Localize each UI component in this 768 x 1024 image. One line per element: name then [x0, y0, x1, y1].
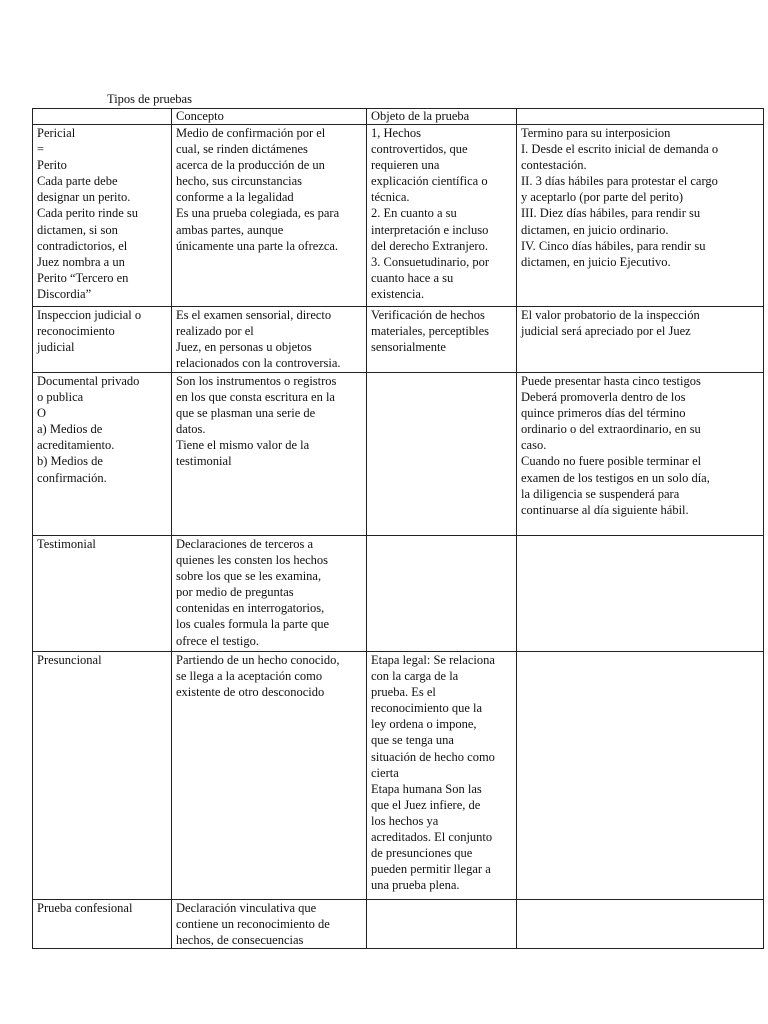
cell-text-line: = — [37, 142, 45, 157]
cell-text-line: Inspeccion judicial o — [37, 308, 142, 322]
header-cell — [33, 109, 172, 125]
cell-text-line: cuanto hace a su — [371, 270, 454, 285]
cell-text-line: cierta — [371, 765, 399, 780]
table-cell — [367, 536, 517, 652]
cell-text-line: datos. — [176, 422, 206, 437]
cell-text-line: O — [37, 406, 47, 421]
header-cell — [517, 109, 764, 125]
cell-text-line: IV. Cinco días hábiles, para rendir su — [521, 238, 706, 253]
cell-text-line: los hechos ya — [371, 813, 439, 828]
cell-text-line: Es una prueba colegiada, es para — [176, 206, 340, 221]
cell-text-line: a) Medios de — [37, 422, 103, 437]
cell-text-line: Partiendo de un hecho conocido, — [176, 653, 340, 667]
cell-text-line: ordinario o del extraordinario, en su — [521, 422, 701, 437]
cell-text-line: conforme a la legalidad — [176, 190, 294, 205]
table-cell — [33, 536, 172, 652]
cell-text-line: Declaración vinculativa que — [176, 901, 317, 915]
evidence-types-table — [32, 108, 764, 949]
cell-text-line: ley ordena o impone, — [371, 717, 477, 732]
table-cell — [172, 307, 367, 373]
table-cell — [367, 307, 517, 373]
cell-text-line: Son los instrumentos o registros — [176, 374, 337, 388]
cell-text-line: quienes les consten los hechos — [176, 553, 329, 568]
cell-text-line: ambas partes, aunque — [176, 222, 284, 237]
cell-text-line: examen de los testigos en un solo día, — [521, 470, 710, 485]
cell-text-line: con la carga de la — [371, 669, 459, 684]
cell-text-line: III. Diez días hábiles, para rendir su — [521, 206, 701, 221]
table-cell — [517, 373, 764, 536]
cell-text-line: contradictorios, el — [37, 238, 128, 253]
cell-text-line: Etapa humana Son las — [371, 781, 482, 796]
cell-text-line: sobre los que se les examina, — [176, 569, 322, 584]
cell-text-line: quince primeros días del término — [521, 406, 686, 421]
cell-text-line: existente de otro desconocido — [176, 685, 325, 700]
cell-text-line: Termino para su interposicion — [521, 126, 671, 140]
cell-text-line: Declaraciones de terceros a — [176, 537, 314, 551]
table-row — [33, 125, 764, 307]
table-row — [33, 652, 764, 900]
cell-text-line: Documental privado — [37, 374, 140, 388]
table-cell — [517, 536, 764, 652]
table-cell — [33, 373, 172, 536]
cell-text-line: II. 3 días hábiles para protestar el cargo — [521, 174, 718, 189]
cell-text-line: 1, Hechos — [371, 126, 421, 140]
cell-text-line: dictamen, si son — [37, 222, 118, 237]
cell-text-line: del derecho Extranjero. — [371, 238, 488, 253]
cell-text-line: acreditamiento. — [37, 438, 115, 453]
cell-text-line: únicamente una parte la ofrezca. — [176, 238, 339, 253]
cell-text-line: contiene un reconocimiento de — [176, 917, 330, 932]
cell-text-line: continuarse al día siguiente hábil. — [521, 502, 689, 517]
page-title: Tipos de pruebas — [107, 92, 192, 106]
cell-text-line: Deberá promoverla dentro de los — [521, 390, 686, 405]
table-cell — [517, 652, 764, 900]
cell-text-line: hechos, de consecuencias — [176, 933, 304, 948]
cell-text-line: testimonial — [176, 454, 232, 469]
cell-text-line: designar un perito. — [37, 190, 131, 205]
cell-text-line: que se tenga una — [371, 733, 454, 748]
table-row — [33, 373, 764, 536]
cell-text-line: dictamen, en juicio ordinario. — [521, 222, 669, 237]
cell-text-line: Cada perito rinde su — [37, 206, 139, 221]
cell-text-line: Cuando no fuere posible terminar el — [521, 454, 702, 469]
cell-text-line: Juez, en personas u objetos — [176, 340, 312, 355]
header-cell: Concepto — [172, 109, 367, 125]
cell-text-line: Presuncional — [37, 653, 102, 667]
cell-text-line: se llega a la aceptación como — [176, 669, 323, 684]
cell-text-line: Tiene el mismo valor de la — [176, 438, 310, 453]
cell-text-line: I. Desde el escrito inicial de demanda o — [521, 142, 719, 157]
table-cell — [367, 373, 517, 536]
table-cell — [172, 373, 367, 536]
table-cell — [33, 900, 172, 949]
cell-text-line: que se plasman una serie de — [176, 406, 316, 421]
cell-text-line: la diligencia se suspenderá para — [521, 486, 680, 501]
cell-text-line: una prueba plena. — [371, 878, 460, 893]
cell-text-line: en los que consta escritura en la — [176, 390, 335, 405]
cell-text-line: Pericial — [37, 126, 76, 140]
cell-text-line: explicación científica o — [371, 174, 488, 189]
table-cell — [517, 307, 764, 373]
cell-text-line: existencia. — [371, 286, 425, 301]
cell-text-line: 2. En cuanto a su — [371, 206, 457, 221]
cell-text-line: El valor probatorio de la inspección — [521, 308, 700, 322]
cell-text-line: Perito — [37, 158, 67, 173]
cell-text-line: confirmación. — [37, 470, 107, 485]
table-cell — [367, 652, 517, 900]
table-cell — [172, 652, 367, 900]
cell-text-line: sensorialmente — [371, 340, 446, 355]
cell-text-line: contestación. — [521, 158, 587, 173]
table-cell — [33, 652, 172, 900]
header-row — [33, 109, 764, 125]
cell-text-line: por medio de preguntas — [176, 585, 294, 600]
cell-text-line: Medio de confirmación por el — [176, 126, 326, 140]
table-row — [33, 536, 764, 652]
cell-text-line: acreditados. El conjunto — [371, 830, 493, 845]
table-cell — [172, 900, 367, 949]
table-cell — [172, 125, 367, 307]
cell-text-line: Perito “Tercero en — [37, 270, 129, 285]
cell-text-line: contenidas en interrogatorios, — [176, 601, 325, 616]
table-cell — [33, 307, 172, 373]
table-cell — [33, 125, 172, 307]
cell-text-line: controvertidos, que — [371, 142, 468, 157]
table-cell — [517, 125, 764, 307]
cell-text-line: de presunciones que — [371, 846, 473, 861]
cell-text-line: judicial será apreciado por el Juez — [521, 324, 691, 339]
cell-text-line: Verificación de hechos — [371, 308, 485, 322]
cell-text-line: prueba. Es el — [371, 685, 436, 700]
cell-text-line: reconocimiento — [37, 324, 115, 339]
cell-text-line: ofrece el testigo. — [176, 633, 259, 648]
table-cell — [367, 900, 517, 949]
cell-text-line: Cada parte debe — [37, 174, 118, 189]
cell-text-line: Etapa legal: Se relaciona — [371, 653, 495, 667]
cell-text-line: relacionados con la controversia. — [176, 356, 341, 371]
table-cell — [517, 900, 764, 949]
cell-text-line: reconocimiento que la — [371, 701, 483, 716]
cell-text-line: técnica. — [371, 190, 410, 205]
cell-text-line: acerca de la producción de un — [176, 158, 325, 173]
cell-text-line: cual, se rinden dictámenes — [176, 142, 308, 157]
cell-text-line: y aceptarlo (por parte del perito) — [521, 190, 684, 205]
cell-text-line: Testimonial — [37, 537, 96, 551]
cell-text-line: pueden permitir llegar a — [371, 862, 491, 877]
cell-text-line: los cuales formula la parte que — [176, 617, 330, 632]
cell-text-line: o publica — [37, 390, 84, 405]
cell-text-line: Es el examen sensorial, directo — [176, 308, 332, 322]
table-cell — [367, 125, 517, 307]
cell-text-line: caso. — [521, 438, 547, 453]
cell-text-line: requieren una — [371, 158, 440, 173]
cell-text-line: Discordia” — [37, 286, 92, 301]
cell-text-line: Prueba confesional — [37, 901, 133, 915]
cell-text-line: situación de hecho como — [371, 749, 495, 764]
table-row — [33, 307, 764, 373]
cell-text-line: que el Juez infiere, de — [371, 797, 481, 812]
header-cell: Objeto de la prueba — [367, 109, 517, 125]
cell-text-line: realizado por el — [176, 324, 254, 339]
table-cell — [172, 536, 367, 652]
cell-text-line: Juez nombra a un — [37, 254, 125, 269]
cell-text-line: b) Medios de — [37, 454, 103, 469]
table-row — [33, 900, 764, 949]
cell-text-line: Puede presentar hasta cinco testigos — [521, 374, 701, 388]
cell-text-line: dictamen, en juicio Ejecutivo. — [521, 254, 671, 269]
cell-text-line: 3. Consuetudinario, por — [371, 254, 490, 269]
cell-text-line: judicial — [37, 340, 75, 355]
cell-text-line: materiales, perceptibles — [371, 324, 489, 339]
cell-text-line: hecho, sus circunstancias — [176, 174, 303, 189]
cell-text-line: interpretación e incluso — [371, 222, 489, 237]
